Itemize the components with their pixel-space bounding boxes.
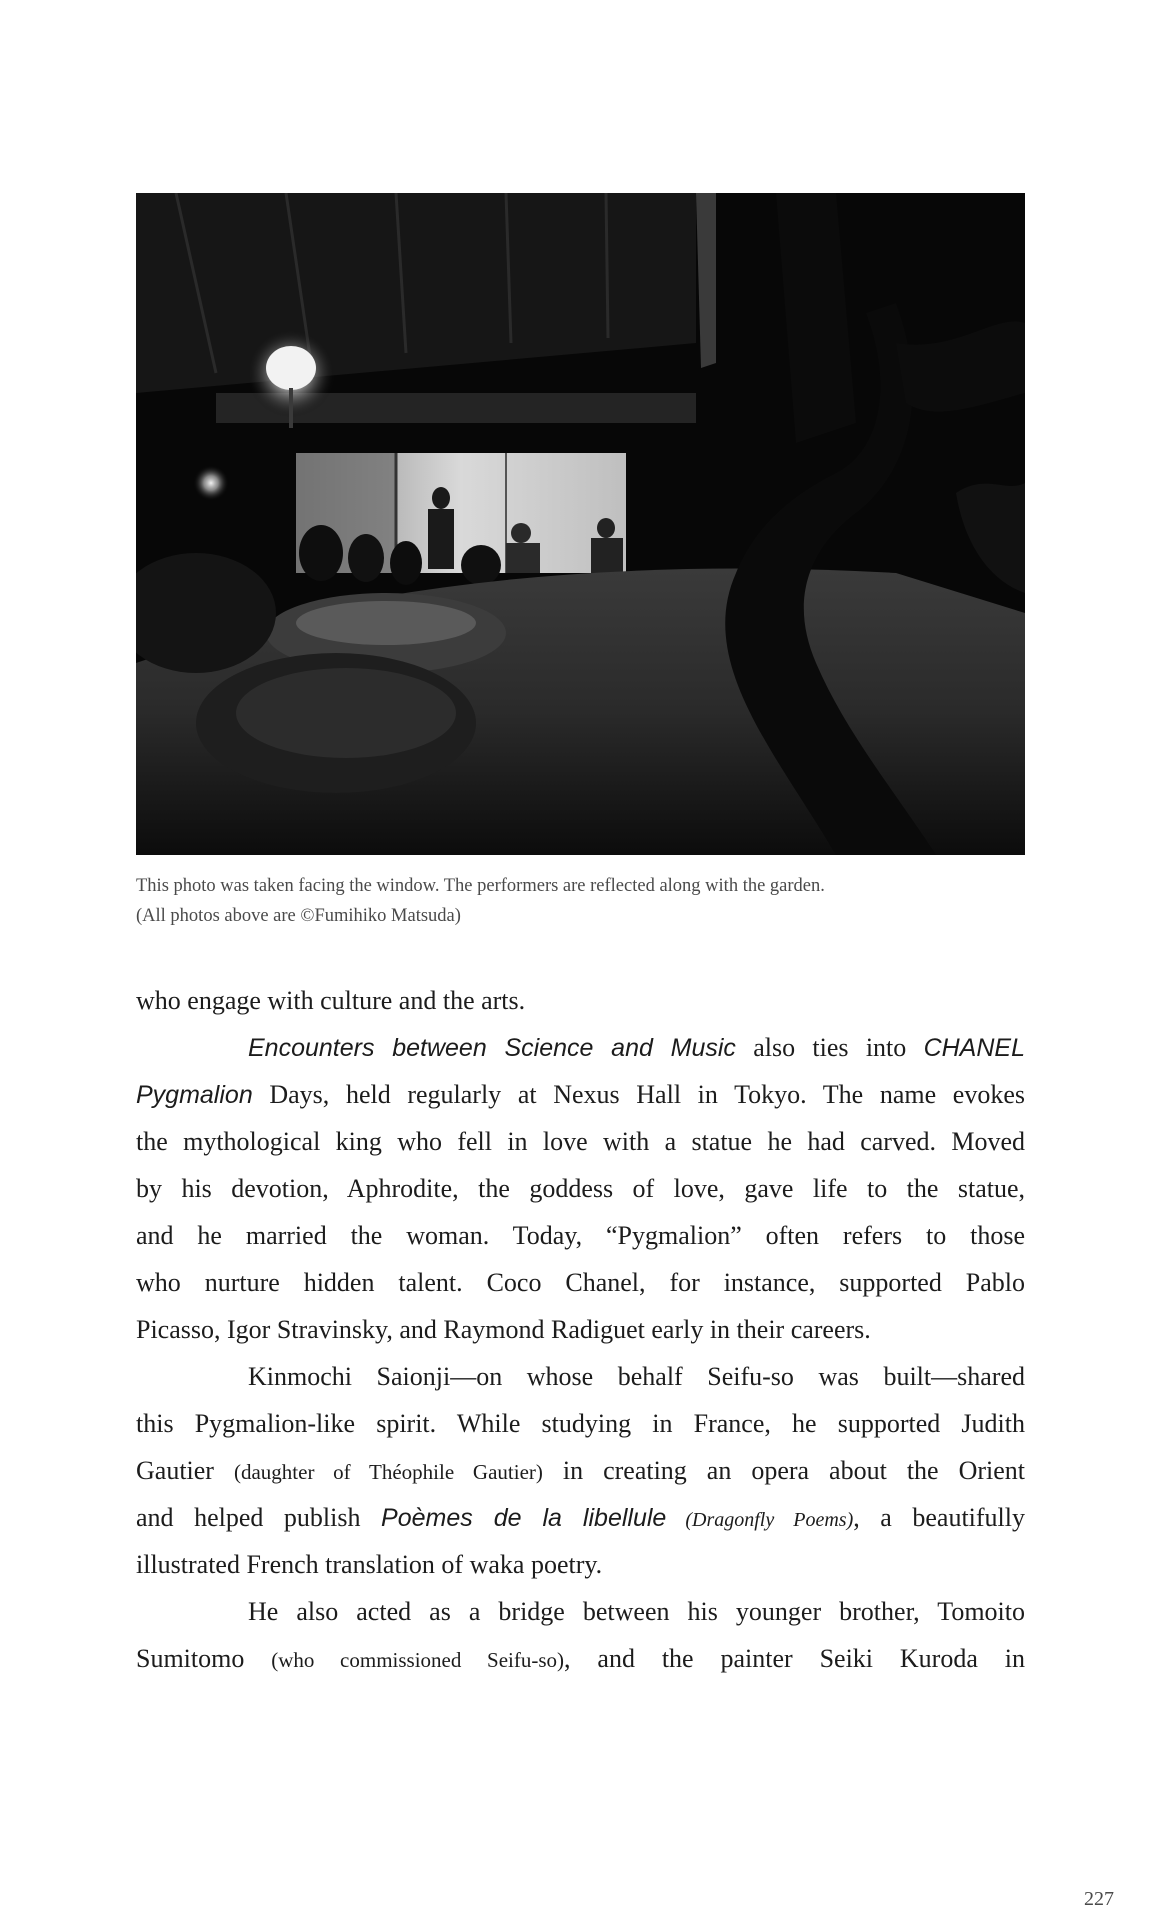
caption-line-2: (All photos above are ©Fumihiko Matsuda): [136, 906, 461, 926]
body-line-13-text: illustrated French translation of waka poetry.: [136, 1550, 603, 1579]
body-line-14-text: He also acted as a bridge between his younger brother, Tomoito: [248, 1597, 1025, 1626]
body-text: [136, 977, 1025, 1682]
work-title-chanel: CHANEL: [923, 1034, 1025, 1062]
parenthetical-dragonfly: (Dragonfly Poems): [666, 1509, 854, 1531]
body-line-2: [136, 1024, 1025, 1071]
body-line-13: [136, 1541, 1025, 1588]
night-garden-concert-photo: [136, 193, 1025, 855]
body-line-11: [136, 1447, 1025, 1494]
parenthetical-seifu-so: (who commissioned Seifu-so): [271, 1648, 565, 1672]
body-line-5-text: by his devotion, Aphrodite, the goddess of love, gave life to the statue,: [136, 1174, 1025, 1203]
body-line-6: [136, 1212, 1025, 1259]
body-line-1: [136, 977, 1025, 1024]
body-line-11-text-a: Gautier: [136, 1456, 234, 1485]
body-line-9-text: Kinmochi Saionji—on whose behalf Seifu-so was built—shared: [248, 1362, 1025, 1391]
body-line-5: [136, 1165, 1025, 1212]
caption-line-1: This photo was taken facing the window. The performers are reflected along with the garden.: [136, 876, 825, 896]
body-line-11-text-b: in creating an opera about the Orient: [542, 1456, 1025, 1485]
body-line-14: [136, 1588, 1025, 1635]
work-title-encounters: Encounters between Science and Music: [248, 1034, 736, 1062]
body-line-4-text: the mythological king who fell in love with a statue he had carved. Moved: [136, 1127, 1025, 1156]
body-line-15-text-b: , and the painter Seiki Kuroda in: [564, 1644, 1025, 1673]
concert-photo: [136, 193, 1025, 855]
body-line-15-text-a: Sumitomo: [136, 1644, 272, 1673]
parenthetical-gautier: (daughter of Théophile Gautier): [233, 1460, 543, 1484]
page-number: 227: [1084, 1888, 1114, 1910]
body-line-10-text: this Pygmalion-like spirit. While studying in France, he supported Judith: [136, 1409, 1025, 1438]
body-line-12-text-b: , a beautifully: [853, 1503, 1026, 1532]
work-title-poemes: Poèmes de la libellule: [381, 1504, 667, 1532]
photo-caption: [136, 871, 1036, 931]
body-line-2-text: also ties into: [735, 1033, 924, 1062]
body-line-7-text: who nurture hidden talent. Coco Chanel, for instance, supported Pablo: [136, 1268, 1025, 1297]
body-line-7: [136, 1259, 1025, 1306]
body-line-8: [136, 1306, 1025, 1353]
body-line-12-text-a: and helped publish: [136, 1503, 382, 1532]
body-line-4: [136, 1118, 1025, 1165]
body-line-9: [136, 1353, 1025, 1400]
work-title-pygmalion: Pygmalion: [136, 1081, 253, 1109]
body-line-12: [136, 1494, 1025, 1541]
body-line-3: [136, 1071, 1025, 1118]
body-line-8-text: Picasso, Igor Stravinsky, and Raymond Radiguet early in their careers.: [136, 1315, 871, 1344]
body-line-1-text: who engage with culture and the arts.: [136, 986, 526, 1015]
body-line-3-text: Days, held regularly at Nexus Hall in Tokyo. The name evokes: [252, 1080, 1025, 1109]
body-line-15: [136, 1635, 1025, 1682]
body-line-10: [136, 1400, 1025, 1447]
body-line-6-text: and he married the woman. Today, “Pygmalion” often refers to those: [136, 1221, 1025, 1250]
